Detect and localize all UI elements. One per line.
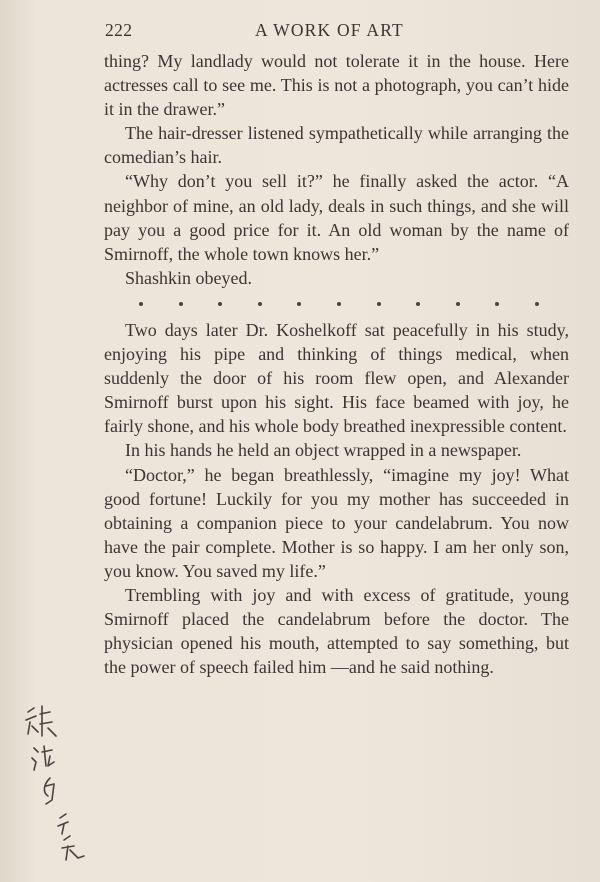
page-number: 222: [105, 20, 133, 40]
section-dot: [416, 302, 420, 306]
paragraph: Trembling with joy and with excess of gratitude, young Smirnoff placed the candelabrum before the doctor. The physician opened his mouth, attempted to say something, but the power of speech failed him —and he said nothing.: [104, 584, 569, 678]
handwritten-annotation: [20, 700, 95, 870]
paragraph: “Doctor,” he began breathlessly, “imagine my joy! What good fortune! Luckily for you my mother has succeeded in obtaining a companion piece to your candelabrum. You now have the pair complete. Mother is so happy. I am her only son, you know. You saved my life.”: [104, 464, 569, 581]
section-dot: [258, 302, 262, 306]
section-dot: [495, 302, 499, 306]
running-title: A WORK OF ART: [255, 20, 404, 40]
body-text: [104, 49, 569, 679]
section-dot: [218, 302, 222, 306]
paragraph: The hair-dresser listened sympathetically while arranging the comedian’s hair.: [104, 123, 569, 168]
section-dot: [535, 302, 539, 306]
paragraph: thing? My landlady would not tolerate it in the house. Here actresses call to see me. This is not a photograph, you can’t hide it in the drawer.”: [104, 51, 569, 120]
paragraph: In his hands he held an object wrapped in a newspaper.: [125, 440, 522, 461]
section-dot: [139, 302, 143, 306]
page-header: [105, 20, 567, 44]
section-dot: [456, 302, 460, 306]
section-dot: [337, 302, 341, 306]
paragraph: “Why don’t you sell it?” he finally asked the actor. “A neighbor of mine, an old lady, deals in such things, and she will pay you a good price for it. An old woman by the name of Smirnoff, the whole town knows her.”: [104, 171, 569, 264]
paragraph: Two days later Dr. Koshelkoff sat peacefully in his study, enjoying his pipe and thinking of things medical, when suddenly the door of his room flew open, and Alexander Smirnoff burst upon his sight. His face beamed with joy, he fairly shone, and his whole body breathed inexpressible content.: [104, 319, 569, 437]
section-dot: [179, 302, 183, 306]
section-dot: [297, 302, 301, 306]
section-break: [104, 290, 569, 318]
section-dot: [377, 302, 381, 306]
paragraph: Shashkin obeyed.: [125, 267, 252, 288]
